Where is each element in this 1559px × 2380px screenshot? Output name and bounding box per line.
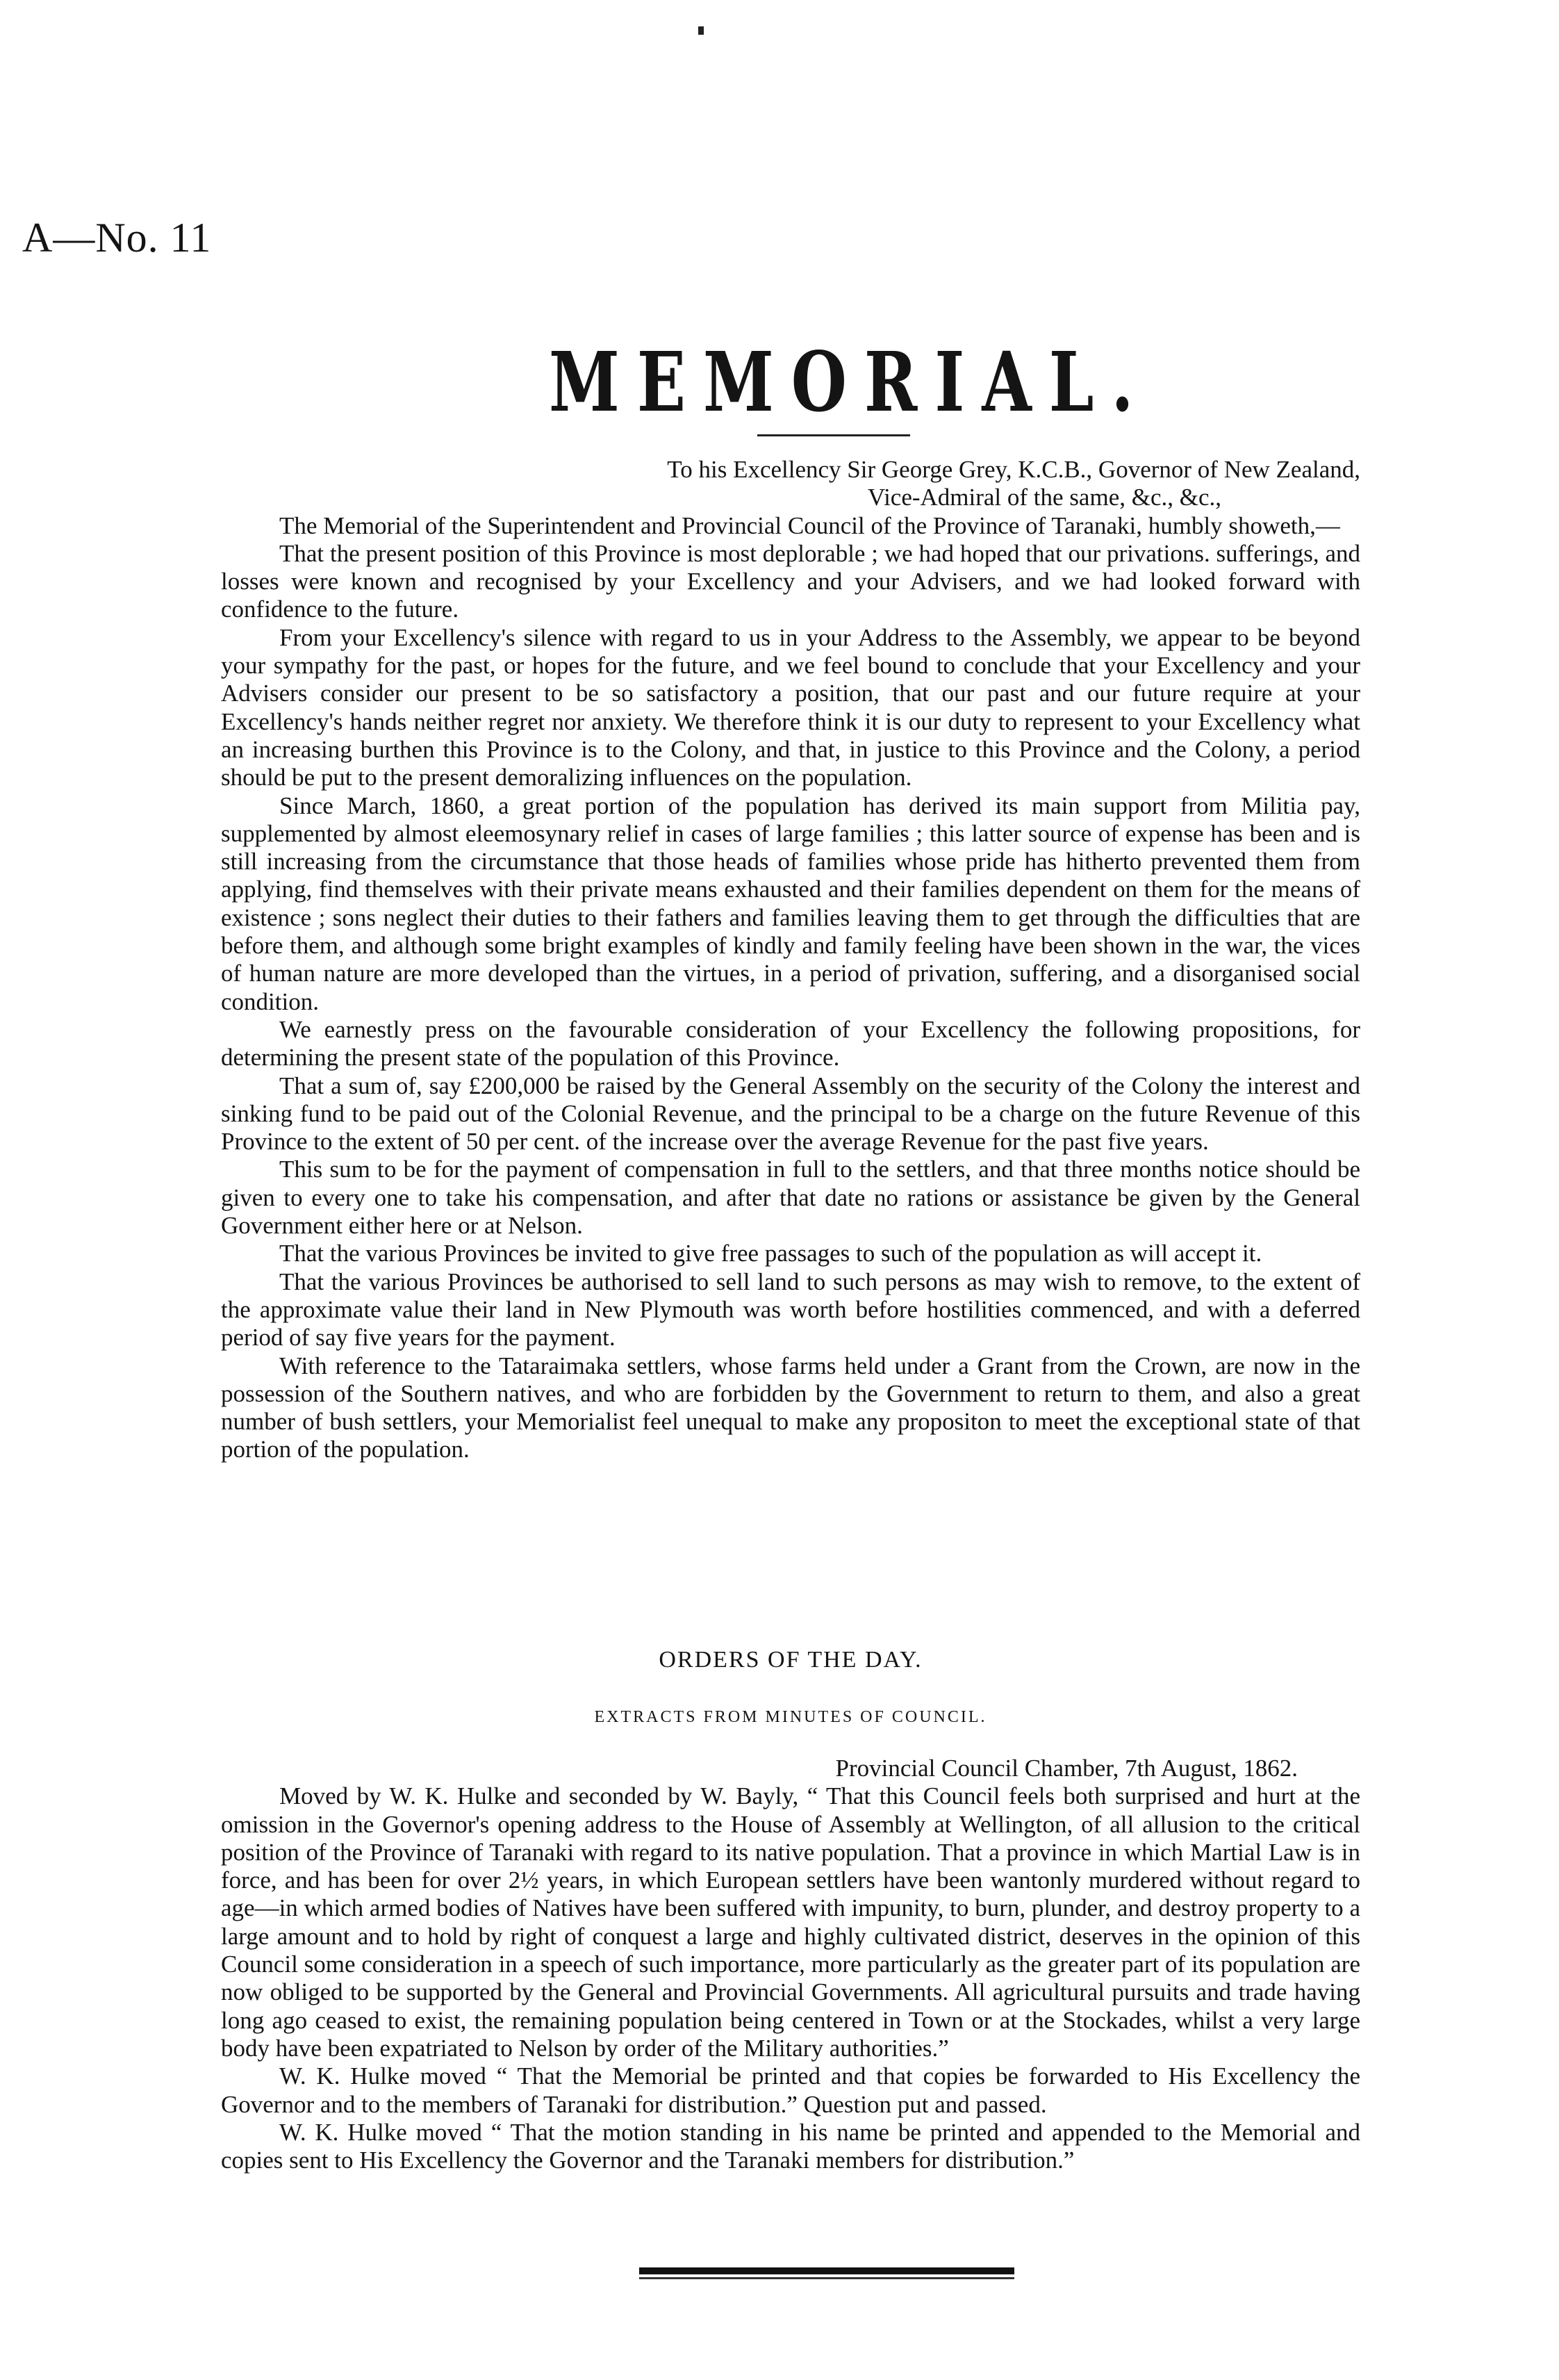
printer-mark [698, 26, 704, 35]
memorial-paragraph: Since March, 1860, a great portion of the population has derived its main support from Militia pay, supplemented by almost eleemosynary relief in cases of large families ; this latter source of expense has been and is still increasing from the circumstance that those heads of families whose pride has hitherto prevented them from applying, find themselves with their private means exhausted and their families dependent on them for the means of existence ; sons neglect their duties to their fathers and families leaving them to get through the difficulties that are before them, and although some bright examples of kindly and family feeling have been shown in the war, the vices of human nature are more developed than the virtues, in a period of privation, suffering, and a disorganised social condition. [221, 791, 1360, 1015]
closing-rule [639, 2267, 1014, 2274]
address-line-2: Vice-Admiral of the same, &c., &c., [867, 484, 1221, 511]
council-minutes [221, 1755, 1360, 2174]
orders-subheading: EXTRACTS FROM MINUTES OF COUNCIL. [594, 1708, 987, 1726]
memorial-paragraph: That a sum of, say £200,000 be raised by the General Assembly on the security of the Colony the interest and sinking fund to be paid out of the Colonial Revenue, and the principal to be a charge on the future Revenue of this Province to the extent of 50 per cent. of the increase over the average Revenue for the past five years. [221, 1072, 1360, 1156]
memorial-paragraph: We earnestly press on the favourable consideration of your Excellency the following propositions, for determining the present state of the population of this Province. [221, 1015, 1360, 1072]
memorial-body [221, 456, 1360, 1464]
memorial-paragraph: The Memorial of the Superintendent and Provincial Council of the Province of Taranaki, humbly showeth,— [279, 511, 1340, 539]
memorial-paragraph: From your Excellency's silence with regard to us in your Address to the Assembly, we appear to be beyond your sympathy for the past, or hopes for the future, and we feel bound to conclude that your Excellency and your Advisers consider our present to be so satisfactory a position, that our past and our future require at your Excellency's hands neither regret nor anxiety. We therefore think it is our duty to represent to your Excellency what an increasing burthen this Province is to the Colony, and that, in justice to this Province and the Colony, a period should be put to the present demoralizing influences on the population. [221, 623, 1360, 791]
minutes-paragraph: Moved by W. K. Hulke and seconded by W. Bayly, “ That this Council feels both surprised and hurt at the omission in the Governor's opening address to the House of Assembly at Wellington, of all allusion to the critical position of the Province of Taranaki with regard to its native population. That a province in which Martial Law is in force, and has been for over 2½ years, in which European settlers have been wantonly murdered without regard to age—in which armed bodies of Natives have been suffered with impunity, to burn, plunder, and destroy property to a large amount and to hold by right of conquest a large and highly cultivated district, deserves in the opinion of this Council some consideration in a speech of such importance, more particularly as the greater part of its population are now obliged to be supported by the General and Provincial Governments. All agricultural pursuits and trade having long ago ceased to exist, the remaining population being centered in Town or at the Stockades, whilst a very large body have been expatriated to Nelson by order of the Military authorities.” [221, 1782, 1360, 2062]
minutes-paragraph: W. K. Hulke moved “ That the motion standing in his name be printed and appended to the Memorial and copies sent to His Excellency the Governor and the Taranaki members for distribution.” [221, 2118, 1360, 2174]
memorial-paragraph: That the various Provinces be invited to give free passages to such of the population as will accept it. [279, 1240, 1262, 1267]
memorial-paragraph: With reference to the Tataraimaka settlers, whose farms held under a Grant from the Crown, are now in the possession of the Southern natives, and who are forbidden by the Government to return to them, and also a great number of bush settlers, your Memorialist feel unequal to make any propositon to meet the exceptional state of that portion of the population. [221, 1352, 1360, 1463]
minutes-paragraph: W. K. Hulke moved “ That the Memorial be printed and that copies be forwarded to His Excellency the Governor and to the members of Taranaki for distribution.” Question put and passed. [221, 2062, 1360, 2118]
memorial-paragraph: That the various Provinces be authorised to sell land to such persons as may wish to remove, to the extent of the approximate value their land in New Plymouth was worth before hostilities commenced, and with a deferred period of say five years for the payment. [221, 1267, 1360, 1352]
document-title: MEMORIAL. [549, 334, 1151, 430]
title-divider [757, 434, 910, 436]
memorial-paragraph: This sum to be for the payment of compensation in full to the settlers, and that three months notice should be given to every one to take his compensation, and after that date no rations or assistance be given by the General Government either here or at Nelson. [221, 1156, 1360, 1240]
closing-rule-thin [639, 2277, 1014, 2279]
orders-heading: ORDERS OF THE DAY. [659, 1647, 923, 1673]
paper-reference: A—No. 11 [22, 215, 212, 261]
minutes-dateline: Provincial Council Chamber, 7th August, 1862. [835, 1755, 1298, 1782]
address-line-1: To his Excellency Sir George Grey, K.C.B., Governor of New Zealand, [667, 456, 1360, 483]
memorial-paragraph: That the present position of this Province is most deplorable ; we had hoped that our privations. sufferings, and losses were known and recognised by your Excellency and your Advisers, and we had looked forward with confidence to the future. [221, 539, 1360, 623]
